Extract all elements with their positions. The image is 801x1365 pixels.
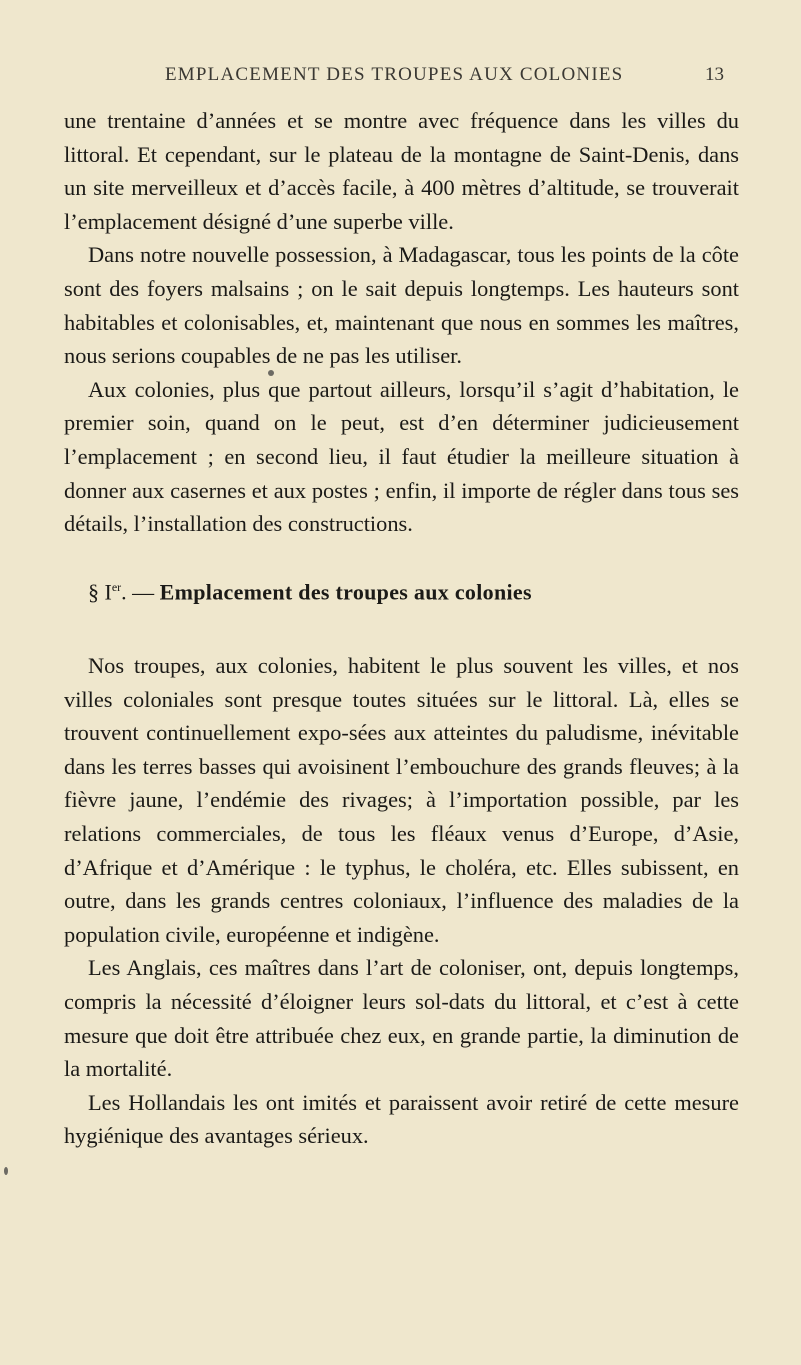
page-number: 13 xyxy=(705,64,724,85)
running-title: EMPLACEMENT DES TROUPES AUX COLONIES xyxy=(165,64,624,85)
body-text xyxy=(64,104,739,1153)
paragraph-habitation: Aux colonies, plus que partout ailleurs, lorsqu’il s’agit d’habitation, le premier soin, quand on le peut, est d’en déterminer judicieusement l’emplacement ; en second lieu, il faut étudier la meilleure situation à donner aux casernes et aux postes ; enfin, il importe de régler dans tous ses détails, l’installation des constructions. xyxy=(64,376,739,537)
section-heading xyxy=(64,572,739,607)
section-symbol: § I xyxy=(88,579,112,605)
paragraph-continuation: une trentaine d’années et se montre avec fréquence dans les villes du littoral. Et cependant, sur le plateau de la montagne de Saint-Denis, dans un site merveilleux et d’accès facile, à 400 mètres d’altitude, se trouverait l’emplacement désigné d’une superbe ville. xyxy=(64,108,739,234)
paragraph-hollandais: Les Hollandais les ont imités et paraissent avoir retiré de cette mesure hygiénique des avantages sérieux. xyxy=(64,1089,739,1149)
paragraph-troupes: Nos troupes, aux colonies, habitent le plus souvent les villes, et nos villes coloniales sont presque toutes situées sur le littoral. Là, elles se trouvent continuellement expo-sées aux atteintes du paludisme, inévitable dans les terres basses qui avoisinent l’embouchure des grands fleuves; à la fièvre jaune, l’endémie des rivages; à l’importation possible, par les relations commerciales, de tous les fléaux venus d’Europe, d’Asie, d’Afrique et d’Amérique : le typhus, le choléra, etc. Elles subissent, en outre, dans les grands centres coloniaux, l’influence des maladies de la population civile, européenne et indigène. xyxy=(64,653,739,947)
running-head xyxy=(0,64,801,94)
section-separator: . — xyxy=(121,579,160,605)
section-title: Emplacement des troupes aux colonies xyxy=(159,579,532,605)
section-ordinal: er xyxy=(111,579,122,594)
paper-speck xyxy=(268,370,274,376)
paragraph-madagascar: Dans notre nouvelle possession, à Madagascar, tous les points de la côte sont des foyers malsains ; on le sait depuis longtemps. Les hauteurs sont habitables et colonisables, et, maintenant que nous en sommes les maîtres, nous serions coupables de ne pas les utiliser. xyxy=(64,242,739,369)
paper-speck xyxy=(4,1167,8,1175)
paragraph-anglais: Les Anglais, ces maîtres dans l’art de coloniser, ont, depuis longtemps, compris la nécessité d’éloigner leurs sol-dats du littoral, et c’est à cette mesure que doit être attribuée chez eux, en grande partie, la diminution de la mortalité. xyxy=(64,955,739,1082)
